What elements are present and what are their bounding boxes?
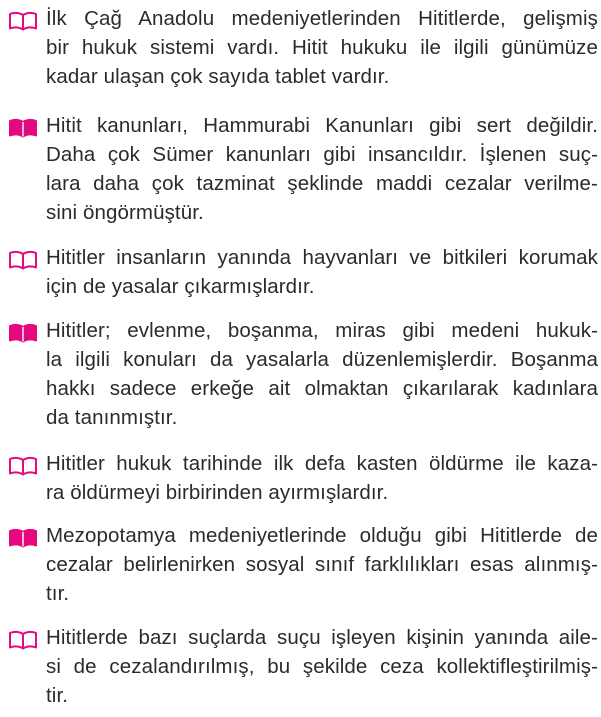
paragraph-line: lara daha çok tazminat şeklinde maddi cezalar verilme-: [46, 172, 598, 195]
paragraph-line: tir.: [46, 684, 69, 707]
paragraph-line: kadar ulaşan çok sayıda tablet vardır.: [46, 65, 390, 88]
open-book-filled-icon: [8, 528, 38, 548]
paragraph-line: Hititler hukuk tarihinde ilk defa kasten öldürme ile kaza-: [46, 452, 598, 475]
open-book-filled-icon: [8, 118, 38, 138]
paragraph-line: si de cezalandırılmış, bu şekilde ceza kollektifleştirilmiş-: [46, 655, 598, 678]
open-book-outline-icon: [8, 456, 38, 476]
paragraph-line: Hititler; evlenme, boşanma, miras gibi medeni hukuk-: [46, 319, 598, 342]
paragraph-line: hakkı sadece erkeğe ait olmaktan çıkarılarak kadınlara: [46, 377, 598, 400]
paragraph-line: sini öngörmüştür.: [46, 201, 204, 224]
paragraph-line: Hititler insanların yanında hayvanları ve bitkileri korumak: [46, 246, 598, 269]
paragraph-line: da tanınmıştır.: [46, 406, 178, 429]
open-book-filled-icon: [8, 323, 38, 343]
open-book-outline-icon: [8, 250, 38, 270]
open-book-outline-icon: [8, 630, 38, 650]
paragraph-line: Hititlerde bazı suçlarda suçu işleyen kişinin yanında aile-: [46, 626, 598, 649]
paragraph-line: ra öldürmeyi birbirinden ayırmışlardır.: [46, 481, 389, 504]
paragraph-line: bir hukuk sistemi vardı. Hitit hukuku ile ilgili günümüze: [46, 36, 598, 59]
paragraph-line: Hitit kanunları, Hammurabi Kanunları gibi sert değildir.: [46, 114, 598, 137]
paragraph-line: cezalar belirlenirken sosyal sınıf farklılıkları esas alınmış-: [46, 553, 598, 576]
paragraph-line: la ilgili konuları da yasalarla düzenlemişlerdir. Boşanma: [46, 348, 598, 371]
paragraph-line: Daha çok Sümer kanunları gibi insancıldır. İşlenen suç-: [46, 143, 598, 166]
paragraph-line: tır.: [46, 582, 70, 605]
paragraph-line: Mezopotamya medeniyetlerinde olduğu gibi Hititlerde de: [46, 524, 598, 547]
open-book-outline-icon: [8, 11, 38, 31]
paragraph-line: için de yasalar çıkarmışlardır.: [46, 275, 315, 298]
paragraph-line: İlk Çağ Anadolu medeniyetlerinden Hititlerde, gelişmiş: [46, 7, 598, 30]
